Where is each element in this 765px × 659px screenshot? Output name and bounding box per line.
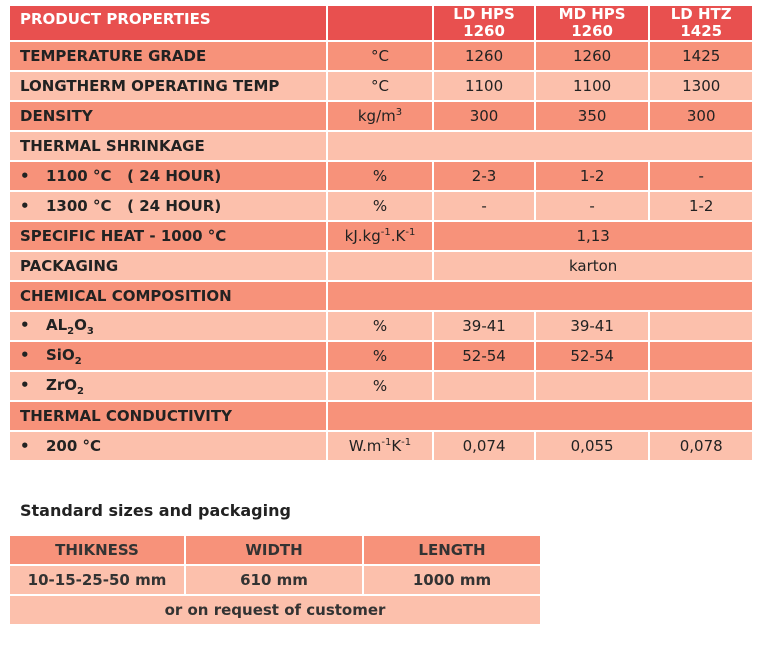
value-length: 1000 mm [364,566,540,594]
row-packaging [10,252,752,280]
bullet-icon: • [20,197,30,215]
unit-cell: % [328,162,433,190]
value-ld-htz: 1-2 [650,192,752,220]
bullet-icon: • [20,437,30,455]
unit-cell: $W.m^{-1}K^{-1}$ [328,432,433,460]
row-al2o3 [10,312,752,340]
value-md-hps: 1100 [536,72,649,100]
row-label: • ZrO$_2$ [10,372,326,400]
unit-cell: % [328,192,433,220]
section-label: THERMAL CONDUCTIVITY [10,402,326,430]
value-ld-hps: 1100 [434,72,534,100]
value-ld-hps: 300 [434,102,534,130]
standard-sizes-table [8,534,542,626]
row-label: • 1300 °C ( 24 HOUR) [10,192,326,220]
header-ld-htz: LD HTZ 1425 [650,6,752,40]
row-label: DENSITY [10,102,326,130]
row-label: TEMPERATURE GRADE [10,42,326,70]
row-shrinkage-1100 [10,162,752,190]
unit-cell: % [328,372,433,400]
empty-cell [328,132,752,160]
value-ld-hps: 1260 [434,42,534,70]
value-all: karton [434,252,752,280]
value-ld-htz: 0,078 [650,432,752,460]
row-density [10,102,752,130]
bullet-icon: • [20,315,30,334]
row-label: • 200 °C [10,432,326,460]
row-thermal-conductivity [10,402,752,430]
bullet-icon: • [20,375,30,394]
sizes-note-row [10,596,540,624]
value-ld-hps: 2-3 [434,162,534,190]
row-longterm-operating-temp [10,72,752,100]
unit-cell: % [328,342,433,370]
row-zro2 [10,372,752,400]
unit-cell [328,252,433,280]
value-md-hps: - [536,192,649,220]
row-label: LONGTHERM OPERATING TEMP [10,72,326,100]
value-md-hps: 39-41 [536,312,649,340]
section-label: CHEMICAL COMPOSITION [10,282,326,310]
sizes-values-row [10,566,540,594]
table-header-row [10,6,752,40]
header-unit-cell [328,6,433,40]
value-ld-htz: - [650,162,752,190]
row-label: • SiO$_2$ [10,342,326,370]
section-label: THERMAL SHRINKAGE [10,132,326,160]
header-title: PRODUCT PROPERTIES [10,6,326,40]
unit-cell: °C [328,72,433,100]
value-md-hps: 0,055 [536,432,649,460]
row-label: • $AL_2O_3$ [10,312,326,340]
request-note: or on request of customer [10,596,540,624]
row-shrinkage-1300 [10,192,752,220]
value-md-hps: 52-54 [536,342,649,370]
product-properties-table [8,4,754,462]
row-thermal-shrinkage [10,132,752,160]
value-ld-hps: 52-54 [434,342,534,370]
empty-cell [328,402,752,430]
unit-cell: °C [328,42,433,70]
unit-cell: $kg/m^3$ [328,102,433,130]
value-ld-hps: - [434,192,534,220]
bullet-icon: • [20,167,30,185]
value-ld-hps: 39-41 [434,312,534,340]
bullet-icon: • [20,345,30,364]
row-specific-heat [10,222,752,250]
value-ld-hps: 0,074 [434,432,534,460]
row-temperature-grade [10,42,752,70]
sizes-header-row [10,536,540,564]
value-ld-htz: 1425 [650,42,752,70]
value-md-hps: 1260 [536,42,649,70]
header-length: LENGTH [364,536,540,564]
value-ld-htz: 1300 [650,72,752,100]
header-ld-hps: LD HPS 1260 [434,6,534,40]
row-label: PACKAGING [10,252,326,280]
row-label: • 1100 °C ( 24 HOUR) [10,162,326,190]
value-all: 1,13 [434,222,752,250]
row-label: SPECIFIC HEAT - 1000 °C [10,222,326,250]
header-thickness: THIKNESS [10,536,184,564]
value-ld-htz [650,342,752,370]
value-ld-htz [650,372,752,400]
value-md-hps [536,372,649,400]
empty-cell [328,282,752,310]
value-md-hps: 1-2 [536,162,649,190]
value-ld-htz [650,312,752,340]
header-md-hps: MD HPS 1260 [536,6,649,40]
header-width: WIDTH [186,536,362,564]
value-thickness: 10-15-25-50 mm [10,566,184,594]
standard-sizes-title: Standard sizes and packaging [20,501,291,520]
unit-cell: % [328,312,433,340]
value-width: 610 mm [186,566,362,594]
value-ld-hps [434,372,534,400]
value-md-hps: 350 [536,102,649,130]
value-ld-htz: 300 [650,102,752,130]
row-chemical-composition [10,282,752,310]
unit-cell: $kJ.kg^{-1}.K^{-1}$ [328,222,433,250]
row-conductivity-200 [10,432,752,460]
row-sio2 [10,342,752,370]
